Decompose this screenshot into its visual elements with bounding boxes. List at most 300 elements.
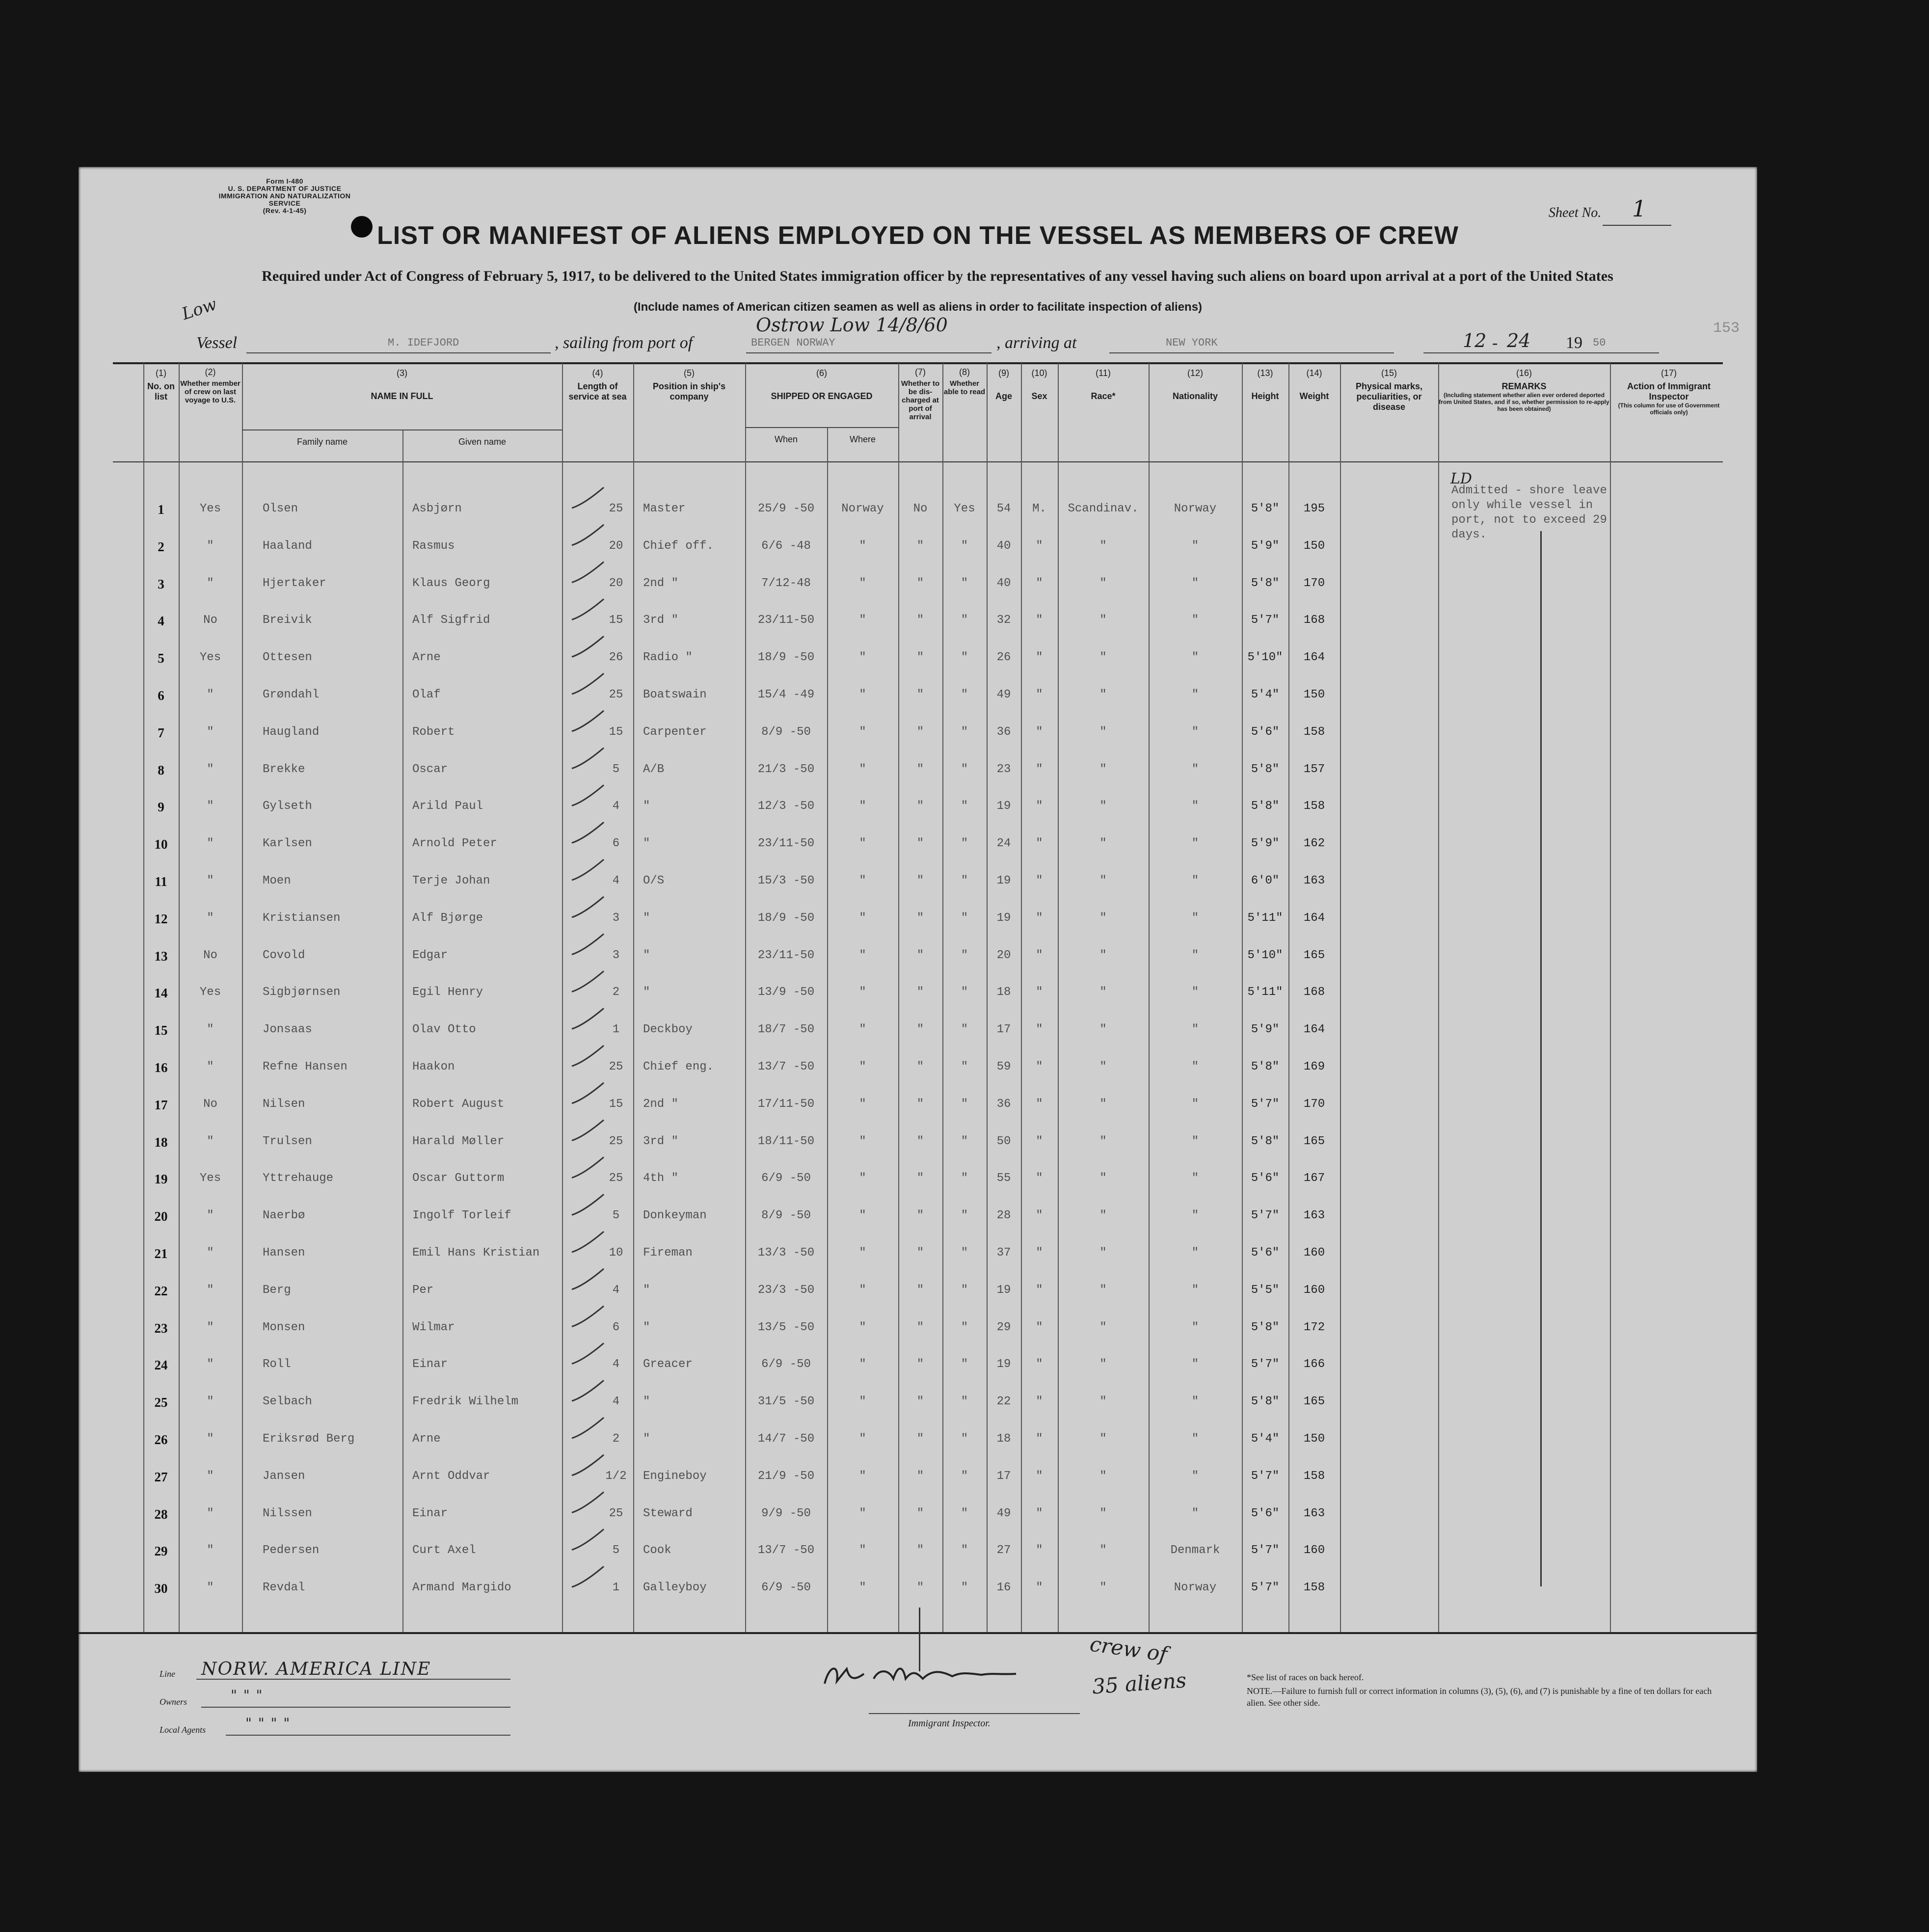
crew-note-line1: crew of [1088,1632,1169,1666]
cell-disch: " [916,1172,924,1185]
cell-weight: 167 [1303,1172,1325,1185]
cell-age: 49 [996,688,1011,701]
sheet-number [1549,195,1647,222]
cell-age: 49 [996,1506,1011,1520]
column-header-9: (9) Age [995,368,1012,401]
cell-no: 18 [154,1134,168,1150]
cell-disch: " [916,1283,924,1297]
cell-when: 6/9 -50 [761,1358,811,1371]
cell-service: 5 [612,1544,620,1557]
cell-given: Einar [412,1358,448,1371]
cell-where: " [859,1246,866,1260]
cell-nat: " [1191,762,1199,776]
remarks-mark: LD [1450,470,1472,487]
cell-sex: " [1036,1358,1043,1371]
include-note: (Include names of American citizen seamen as well as aliens in order to facilitate inspection of aliens) [633,300,1203,314]
cell-weight: 160 [1303,1544,1325,1557]
cell-weight: 164 [1303,911,1325,925]
cell-no: 25 [154,1395,168,1410]
cell-when: 6/9 -50 [761,1581,811,1595]
cell-when: 6/6 -48 [761,539,811,553]
table-row [79,1098,1757,1135]
cell-position: Chief eng. [643,1060,714,1073]
cell-age: 36 [996,1097,1011,1111]
cell-read: " [961,725,968,739]
cell-nat: " [1191,725,1199,739]
cell-position: " [643,1432,650,1446]
cell-read: " [961,1097,968,1111]
cell-family: Gylseth [263,800,312,813]
cell-race: " [1099,1060,1107,1073]
cell-nat: " [1191,1134,1199,1148]
cell-weight: 158 [1303,1581,1325,1595]
cell-service: 25 [609,1134,623,1148]
cell-where: " [859,576,866,590]
cell-nat: " [1191,1246,1199,1260]
cell-position: Deckboy [643,1023,693,1037]
cell-no: 4 [158,614,164,629]
table-row [79,1581,1757,1618]
check-mark [572,1306,604,1327]
cell-race: " [1099,911,1107,925]
cell-position: Greacer [643,1358,693,1371]
cell-nat: " [1191,1395,1199,1409]
cell-weight: 165 [1303,1395,1325,1409]
cell-sex: " [1036,1023,1043,1037]
cell-sex: " [1036,576,1043,590]
table-row [79,1209,1757,1246]
cell-weight: 157 [1303,762,1325,776]
cell-sex: " [1036,800,1043,813]
crew-note-line2: 35 aliens [1091,1668,1187,1699]
cell-weight: 150 [1303,1432,1325,1446]
cell-read: " [961,1209,968,1223]
cell-read: " [961,986,968,999]
cell-read: " [961,1506,968,1520]
cell-family: Karlsen [263,837,312,851]
cell-no: 21 [154,1246,168,1261]
cell-read: " [961,800,968,813]
check-mark [572,1343,604,1364]
cell-family: Hansen [263,1246,305,1260]
cell-read: " [961,576,968,590]
cell-family: Trulsen [263,1134,312,1148]
line-value: NORW. AMERICA LINE [201,1659,431,1679]
cell-family: Roll [263,1358,291,1371]
cell-sex: " [1036,874,1043,887]
cell-nat: " [1191,948,1199,962]
cell-position: 2nd " [643,1097,679,1111]
cell-height: 5'9" [1251,1023,1280,1037]
cell-height: 5'8" [1251,1134,1280,1148]
cell-position: " [643,986,650,999]
cell-height: 5'8" [1251,1320,1280,1334]
cell-family: Brekke [263,762,305,776]
table-row [79,1470,1757,1507]
cell-disch: " [916,1134,924,1148]
cell-family: Selbach [263,1395,312,1409]
column-header-12: (12) Nationality [1172,368,1218,401]
cell-read: " [961,651,968,665]
cell-given: Arne [412,1432,441,1446]
check-mark [572,785,604,805]
cell-prev: " [207,1544,214,1557]
cell-weight: 158 [1303,800,1325,813]
cell-prev: " [207,874,214,887]
cell-position: Cook [643,1544,671,1557]
cell-age: 17 [996,1023,1011,1037]
cell-nat: " [1191,1358,1199,1371]
cell-service: 1/2 [605,1469,627,1483]
check-mark [572,971,604,992]
cell-when: 8/9 -50 [761,1209,811,1223]
table-row [79,1321,1757,1358]
cell-sex: " [1036,1060,1043,1073]
cell-position: Boatswain [643,688,707,701]
cell-prev: " [207,1060,214,1073]
cell-where: " [859,1209,866,1223]
check-mark [572,934,604,955]
cell-sex: " [1036,1246,1043,1260]
cell-family: Olsen [263,502,298,515]
cell-given: Harald Møller [412,1134,505,1148]
cell-prev: " [207,1506,214,1520]
cell-position: Master [643,502,686,515]
cell-where: " [859,1506,866,1520]
table-row [79,539,1757,577]
cell-age: 19 [996,1358,1011,1371]
cell-family: Haugland [263,725,320,739]
table-row [79,874,1757,912]
cell-disch: " [916,539,924,553]
form-department: U. S. DEPARTMENT OF JUSTICE [228,185,342,192]
cell-race: " [1099,837,1107,851]
cell-service: 3 [612,948,620,962]
cell-age: 59 [996,1060,1011,1073]
cell-service: 5 [612,1209,620,1223]
cell-position: 3rd " [643,614,679,627]
cell-where: " [859,651,866,665]
cell-given: Oscar [412,762,448,776]
cell-given: Egil Henry [412,986,483,999]
vessel-label: Vessel [196,334,238,352]
cell-weight: 168 [1303,986,1325,999]
cell-disch: " [916,1506,924,1520]
inspector-signature [820,1644,1026,1698]
cell-where: " [859,948,866,962]
cell-when: 21/9 -50 [757,1469,815,1483]
cell-family: Jonsaas [263,1023,312,1037]
cell-nat: " [1191,1320,1199,1334]
cell-family: Moen [263,874,291,887]
table-row [79,688,1757,725]
cell-prev: " [207,800,214,813]
cell-no: 5 [158,651,164,666]
cell-age: 28 [996,1209,1011,1223]
cell-age: 50 [996,1134,1011,1148]
table-row [79,651,1757,688]
form-service: IMMIGRATION AND NATURALIZATION SERVICE [218,192,351,207]
cell-given: Ingolf Torleif [412,1209,511,1223]
cell-position: 4th " [643,1172,679,1185]
cell-no: 11 [155,874,167,889]
cell-disch: " [916,837,924,851]
cell-sex: " [1036,539,1043,553]
cell-no: 23 [154,1320,168,1336]
cell-race: " [1099,1544,1107,1557]
cell-given: Emil Hans Kristian [412,1246,540,1260]
cell-nat: " [1191,539,1199,553]
cell-read: " [961,1023,968,1037]
cell-disch: " [916,800,924,813]
cell-given: Arne [412,651,441,665]
cell-prev: Yes [199,1172,221,1185]
cell-height: 5'6" [1251,1172,1280,1185]
check-mark [572,487,604,508]
cell-position: Steward [643,1506,693,1520]
cell-race: " [1099,762,1107,776]
cell-position: Engineboy [643,1469,707,1483]
table-row [79,1432,1757,1470]
cell-age: 16 [996,1581,1011,1595]
cell-disch: " [916,948,924,962]
cell-prev: " [207,1246,214,1260]
cell-disch: " [916,1469,924,1483]
cell-age: 22 [996,1395,1011,1409]
cell-read: " [961,837,968,851]
column-header-10: (10) Sex [1031,368,1047,401]
cell-when: 23/11-50 [757,948,815,962]
cell-nat: " [1191,1469,1199,1483]
date-year-prefix: 19 [1566,334,1582,352]
cell-service: 20 [609,576,623,590]
cell-service: 25 [609,1060,623,1073]
line-label: Line [160,1669,176,1679]
cell-weight: 150 [1303,688,1325,701]
cell-service: 3 [612,911,620,925]
cell-when: 13/7 -50 [757,1544,815,1557]
check-mark [572,1418,604,1438]
cell-weight: 158 [1303,1469,1325,1483]
cell-when: 23/11-50 [757,614,815,627]
cell-height: 5'7" [1251,1469,1280,1483]
cell-service: 1 [612,1581,620,1595]
cell-age: 18 [996,1432,1011,1446]
cell-age: 18 [996,986,1011,999]
cell-read: " [961,1581,968,1595]
cell-height: 5'9" [1251,837,1280,851]
column-header-16: (16) REMARKS (Including statement whether alien ever ordered deported from United States, and if so, whether permission to re-apply has been obtained) [1439,368,1609,412]
cell-when: 15/3 -50 [757,874,815,887]
cell-where: Norway [841,502,884,515]
table-row [79,1023,1757,1060]
cell-when: 17/11-50 [757,1097,815,1111]
cell-read: " [961,1246,968,1260]
table-row [79,577,1757,614]
cell-prev: " [207,762,214,776]
cell-where: " [859,911,866,925]
cell-no: 1 [158,502,164,517]
cell-nat: " [1191,576,1199,590]
cell-position: Carpenter [643,725,707,739]
cell-when: 21/3 -50 [757,762,815,776]
cell-disch: " [916,1544,924,1557]
cell-sex: " [1036,1432,1043,1446]
cell-race: " [1099,1320,1107,1334]
table-row [79,912,1757,949]
cell-position: Chief off. [643,539,714,553]
requirement-text: Required under Act of Congress of February 5, 1917, to be delivered to the United States immigration officer by the representatives of any vessel having such aliens on board upon arrival at a port of the United States [262,268,1613,284]
cell-race: " [1099,1134,1107,1148]
cell-nat: Norway [1174,502,1217,515]
cell-when: 13/3 -50 [757,1246,815,1260]
cell-race: " [1099,1432,1107,1446]
remarks-admitted: Admitted - shore leave only while vessel in port, not to exceed 29 days. [1451,484,1607,541]
cell-race: Scandinav. [1068,502,1139,515]
cell-height: 5'8" [1251,800,1280,813]
cell-race: " [1099,539,1107,553]
cell-where: " [859,1172,866,1185]
cell-service: 4 [612,874,620,887]
cell-height: 5'7" [1251,1544,1280,1557]
cell-where: " [859,1544,866,1557]
cell-read: " [961,1544,968,1557]
cell-service: 25 [609,502,623,515]
check-mark [572,525,604,545]
cell-family: Berg [263,1283,291,1297]
cell-disch: " [916,1358,924,1371]
cell-given: Arild Paul [412,800,483,813]
cell-no: 10 [154,837,168,852]
table-row [79,1135,1757,1172]
cell-sex: " [1036,651,1043,665]
check-mark [572,673,604,694]
cell-nat: " [1191,874,1199,887]
cell-sex: " [1036,1581,1043,1595]
check-mark [572,599,604,619]
cell-prev: " [207,1134,214,1148]
cell-weight: 165 [1303,948,1325,962]
cell-no: 20 [154,1209,168,1224]
cell-disch: " [916,762,924,776]
cell-no: 19 [154,1172,168,1187]
cell-position: Fireman [643,1246,693,1260]
column-header-13: (13) Height [1251,368,1279,401]
cell-nat: " [1191,1283,1199,1297]
check-mark [572,1232,604,1252]
date-month: 12 [1463,330,1487,351]
cell-family: Refne Hansen [263,1060,348,1073]
races-note: *See list of races on back hereof. [1247,1672,1364,1682]
form-revision: (Rev. 4-1-45) [263,207,307,215]
cell-service: 25 [609,688,623,701]
cell-service: 20 [609,539,623,553]
cell-position: 3rd " [643,1134,679,1148]
cell-service: 2 [612,986,620,999]
cell-service: 15 [609,725,623,739]
cell-service: 25 [609,1506,623,1520]
cell-height: 5'6" [1251,725,1280,739]
date-separator: - [1492,334,1498,352]
cell-age: 37 [996,1246,1011,1260]
cell-service: 4 [612,1395,620,1409]
cell-weight: 172 [1303,1320,1325,1334]
cell-prev: No [203,1097,217,1111]
cell-position: Galleyboy [643,1581,707,1595]
cell-when: 18/9 -50 [757,911,815,925]
cell-age: 19 [996,1283,1011,1297]
table-row [79,1507,1757,1544]
cell-prev: No [203,948,217,962]
ditto-line-remarks [1540,531,1542,1586]
cell-race: " [1099,1506,1107,1520]
cell-prev: " [207,1320,214,1334]
cell-read: " [961,1320,968,1334]
cell-given: Fredrik Wilhelm [412,1395,519,1409]
cell-where: " [859,725,866,739]
cell-height: 5'7" [1251,1097,1280,1111]
column-header-4: (4) Length of service at sea [568,368,627,402]
cell-weight: 163 [1303,1209,1325,1223]
cell-when: 9/9 -50 [761,1506,811,1520]
column-header-14: (14) Weight [1299,368,1329,401]
table-row [79,949,1757,986]
check-mark [572,1455,604,1476]
cell-race: " [1099,1172,1107,1185]
agents-label: Local Agents [160,1725,206,1735]
cell-read: " [961,1283,968,1297]
cell-read: " [961,1395,968,1409]
cell-sex: " [1036,1209,1043,1223]
cell-prev: " [207,576,214,590]
cell-disch: " [916,688,924,701]
cell-no: 12 [154,911,168,926]
table-row [79,1060,1757,1098]
cell-given: Arnold Peter [412,837,497,851]
cell-where: " [859,874,866,887]
cell-when: 18/9 -50 [757,651,815,665]
column-header-2: (2) Whether member of crew on last voyage to U.S. [180,367,241,404]
check-mark [572,1120,604,1141]
cell-nat: Norway [1174,1581,1217,1595]
cell-when: 25/9 -50 [757,502,815,515]
cell-given: Einar [412,1506,448,1520]
cell-read: " [961,1432,968,1446]
cell-given: Arnt Oddvar [412,1469,490,1483]
cell-height: 5'9" [1251,539,1280,553]
cell-given: Alf Sigfrid [412,614,490,627]
cell-race: " [1099,614,1107,627]
cell-read: " [961,1060,968,1073]
cell-family: Revdal [263,1581,305,1595]
cell-when: 23/3 -50 [757,1283,815,1297]
cell-read: " [961,1172,968,1185]
cell-disch: " [916,1581,924,1595]
cell-no: 27 [154,1469,168,1484]
cell-age: 20 [996,948,1011,962]
cell-race: " [1099,1209,1107,1223]
cell-nat: " [1191,1023,1199,1037]
cell-height: 5'8" [1251,1395,1280,1409]
column-header-5: (5) Position in ship's company [652,368,726,402]
cell-race: " [1099,1395,1107,1409]
cell-family: Jansen [263,1469,305,1483]
cell-race: " [1099,1581,1107,1595]
column-header-1: (1) No. on list [147,368,175,402]
cell-race: " [1099,1097,1107,1111]
table-row [79,725,1757,763]
check-mark [572,748,604,769]
